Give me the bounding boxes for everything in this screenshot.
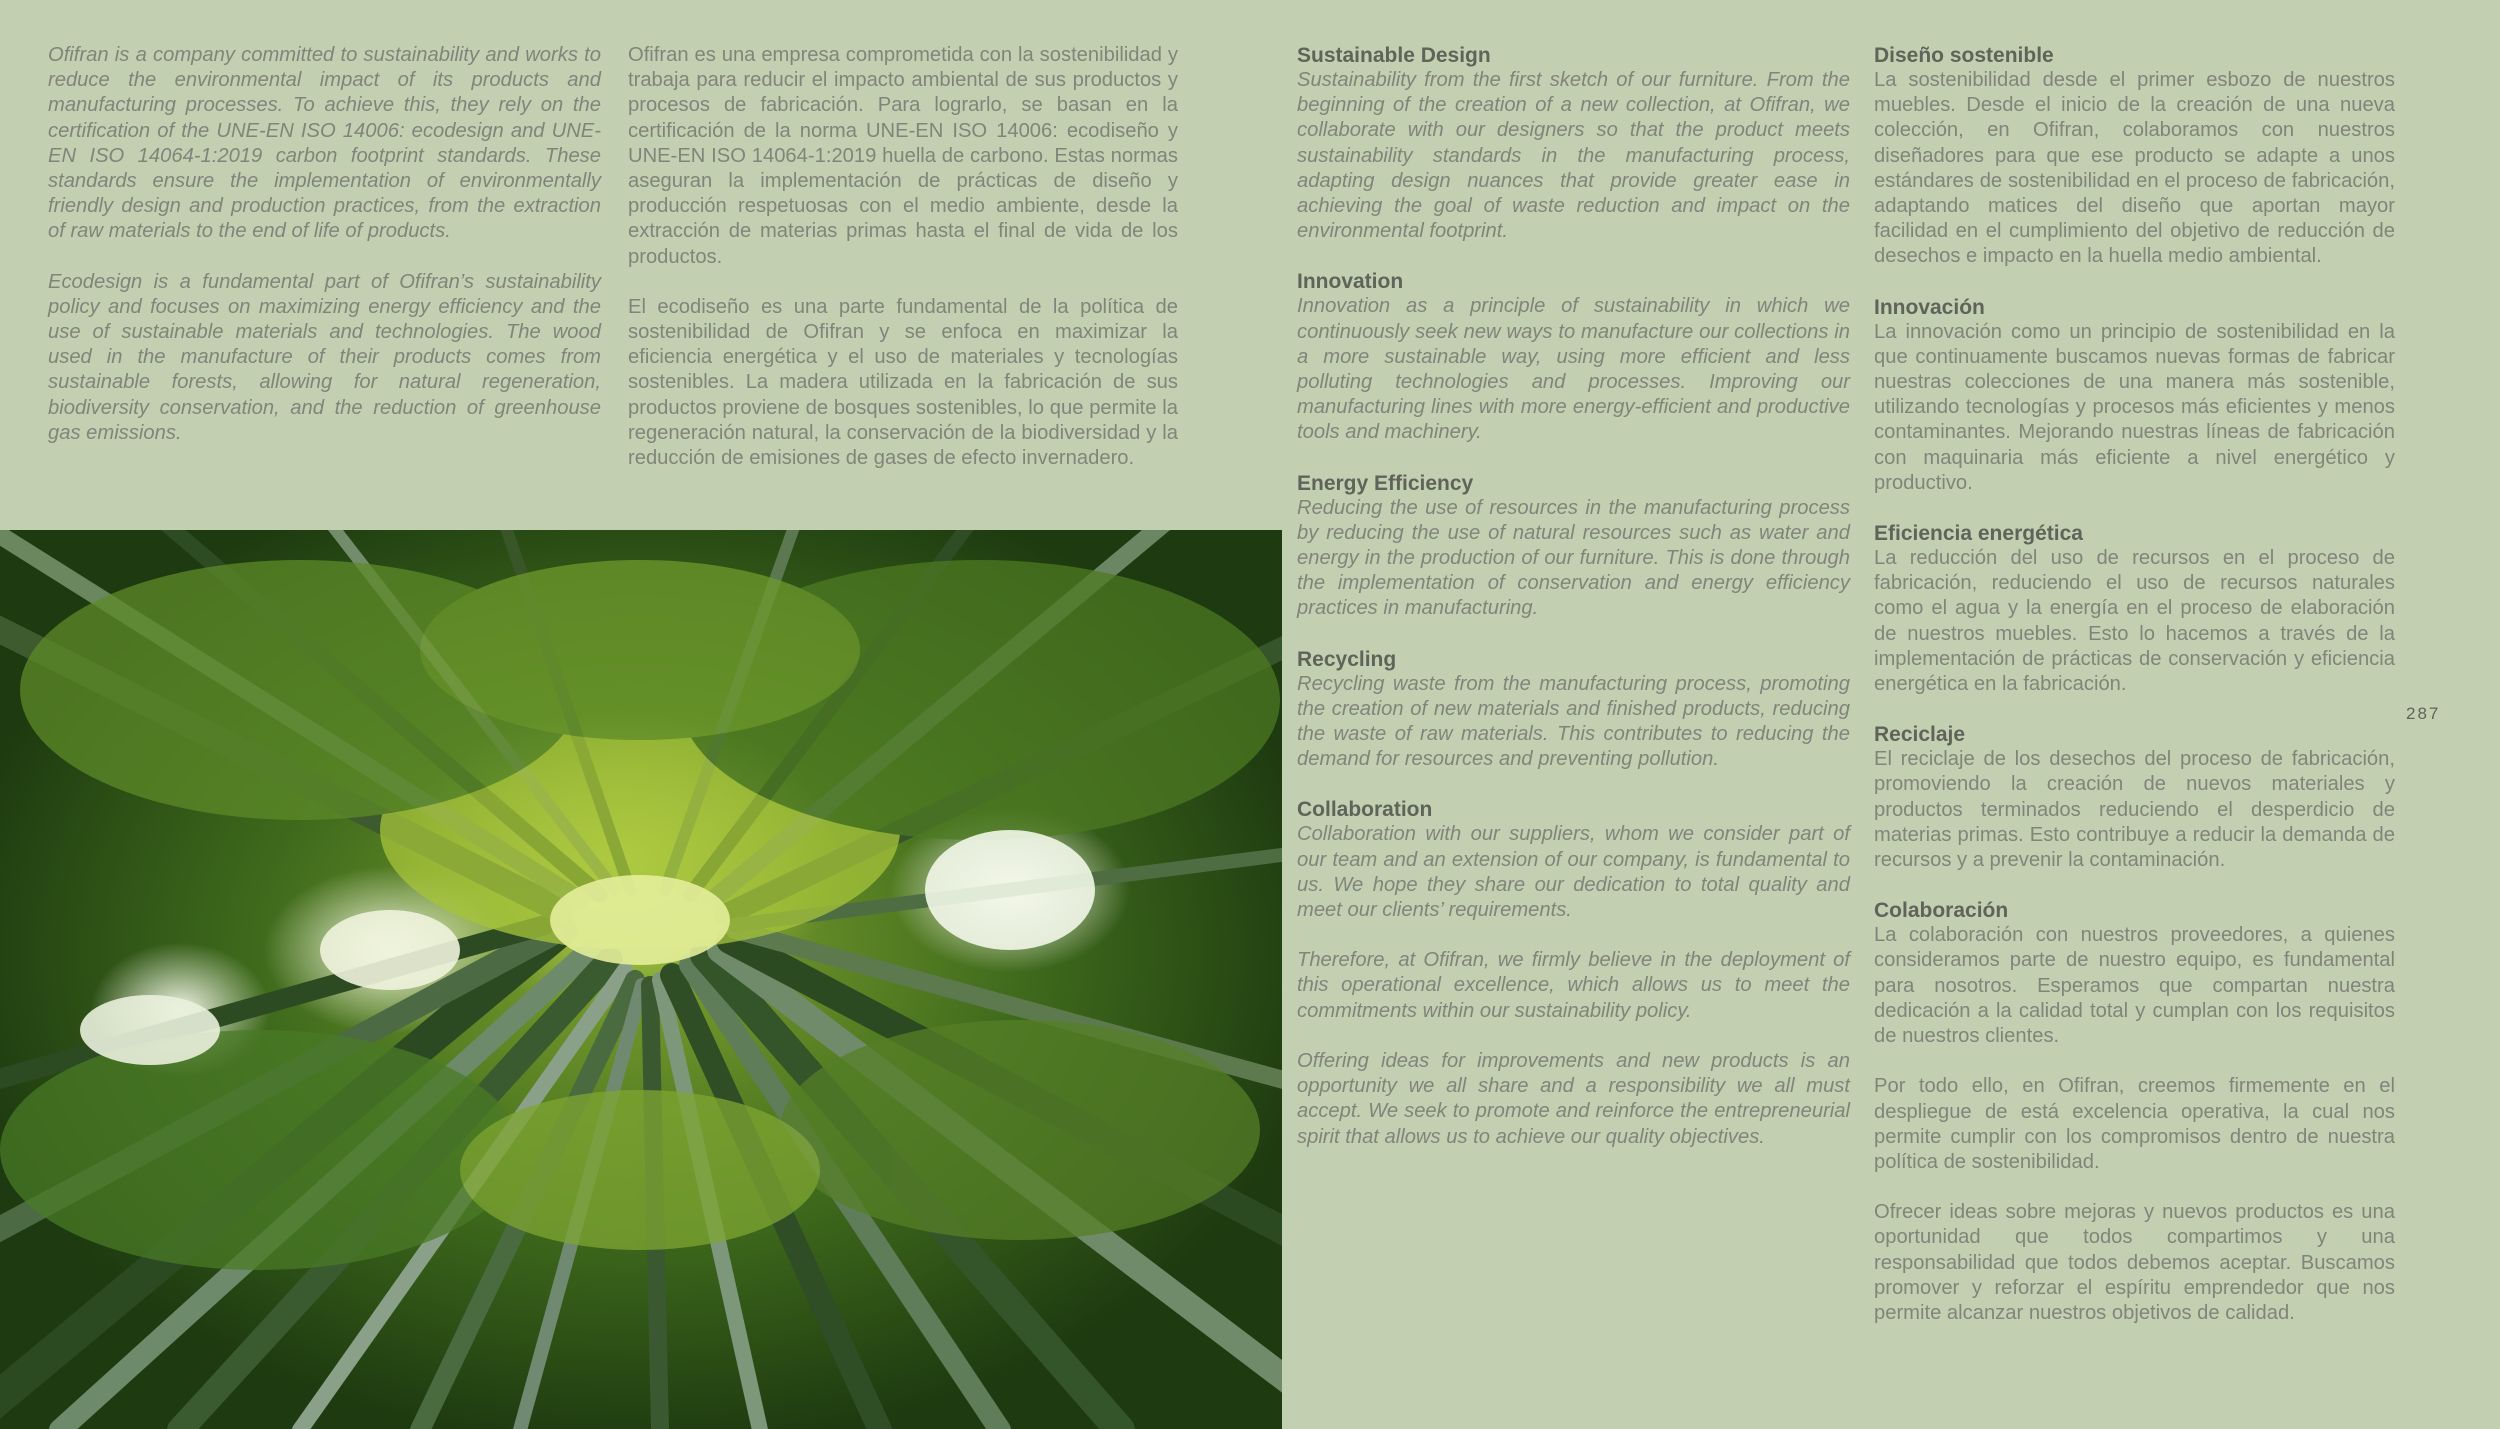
intro-paragraph-es-2: El ecodiseño es una parte fundamental de la política de sostenibilidad de Ofifran y se enfoca en maximizar la eficiencia energética y el uso de materiales y tecnologías sostenibles. La madera utilizada en la fabricación de sus productos proviene de bosques sostenibles, lo que permite la regeneración natural, la conservación de la biodiversidad y la reducción de emisiones de gases de efecto invernadero. xyxy=(628,295,1178,470)
section-title: Eficiencia energética xyxy=(1874,522,2083,546)
section-body: La innovación como un principio de sostenibilidad en la que continuamente buscamos nuevas formas de fabricar nuestras colecciones de una manera más sostenible, utilizando tecnologías y procesos más eficientes y menos contaminantes. Mejorando nuestras líneas de fabricación con maquinaria más eficiente a nivel energético y productivo. xyxy=(1874,320,2395,494)
section-body: Recycling waste from the manufacturing process, promoting the creation of new materials and finished products, reducing the waste of raw materials. This contributes to reducing the demand for resources and preventing pollution. xyxy=(1297,672,1850,771)
section-diseno-sostenible xyxy=(1874,43,2395,270)
intro-paragraph-es-1: Ofifran es una empresa comprometida con la sostenibilidad y trabaja para reducir el impacto ambiental de sus productos y procesos de fabricación. Para lograrlo, se basan en la certificación de la norma UNE-EN ISO 14006: ecodiseño y UNE-EN ISO 14064-1:2019 huella de carbono. Estas normas aseguran la implementación de prácticas de diseño y producción respetuosas con el medio ambiente, desde la extracción de materias primas hasta el final de vida de los productos. xyxy=(628,44,1178,268)
section-energy-efficiency xyxy=(1297,471,1850,622)
section-title: Recycling xyxy=(1297,647,1397,671)
section-body: La sostenibilidad desde el primer esbozo de nuestros muebles. Desde el inicio de la creación de una nueva colección, en Ofifran, colaboramos con nuestros diseñadores para que ese producto se adapte a unos estándares de sostenibilidad en el proceso de fabricación, adaptando matices del diseño que aportan mayor facilidad en el cumplimiento del objetivo de reducción de desechos e impacto en la huella medio ambiental. xyxy=(1874,69,2395,268)
section-title: Colaboración xyxy=(1874,899,2009,923)
closing-paragraph: Por todo ello, en Ofifran, creemos firmemente en el despliegue de está excelencia operativa, la cual nos permite cumplir con los compromisos dentro de nuestra política de sostenibilidad. xyxy=(1874,1075,2395,1173)
section-reciclaje xyxy=(1874,722,2395,873)
section-eficiencia-energetica xyxy=(1874,521,2395,697)
section-body: Reducing the use of resources in the manufacturing process by reducing the use of natural resources such as water and energy in the production of our furniture. This is done through the implementation of conservation and energy efficiency practices in manufacturing. xyxy=(1297,496,1850,620)
section-body: Innovation as a principle of sustainability in which we continuously seek new ways to manufacture our collections in a more sustainable way, using more efficient and less polluting technologies and processes. Improving our manufacturing lines with more energy-efficient and productive tools and machinery. xyxy=(1297,295,1850,444)
bamboo-stalks-illustration xyxy=(0,530,1282,1429)
page-number: 287 xyxy=(2406,704,2441,723)
intro-column-spanish xyxy=(628,43,1178,471)
section-body: Sustainability from the first sketch of our furniture. From the beginning of the creation of a new collection, at Ofifran, we collaborate with our designers so that the product meets sustainability standards in the manufacturing process, adapting design nuances that provide greater ease in achieving the goal of waste reduction and impact on the environmental footprint. xyxy=(1297,69,1850,243)
intro-column-english xyxy=(48,43,601,446)
section-title: Collaboration xyxy=(1297,798,1433,822)
section-title: Reciclaje xyxy=(1874,723,1966,747)
section-body: La reducción del uso de recursos en el proceso de fabricación, reduciendo el uso de recursos naturales como el agua y la energía en el proceso de elaboración de nuestros muebles. Esto lo hacemos a través de la implementación de prácticas de conservación y eficiencia energética en la fabricación. xyxy=(1874,547,2395,696)
section-title: Sustainable Design xyxy=(1297,44,1491,67)
section-title: Energy Efficiency xyxy=(1297,471,1474,495)
closing-paragraphs xyxy=(1297,948,1850,1149)
section-title: Innovation xyxy=(1297,270,1404,294)
section-colaboracion xyxy=(1874,898,2395,1049)
closing-paragraphs xyxy=(1874,1074,2395,1326)
sections-column-spanish xyxy=(1874,43,2395,1326)
section-body: El reciclaje de los desechos del proceso de fabricación, promoviendo la creación de nuevos materiales y productos terminados reduciendo el desperdicio de materias primas. Esto contribuye a reducir la demanda de recursos y a prevenir la contaminación. xyxy=(1874,748,2395,872)
section-sustainable-design xyxy=(1297,43,1850,244)
section-title: Innovación xyxy=(1874,295,1985,319)
intro-paragraph-en-2: Ecodesign is a fundamental part of Ofifran’s sustainability policy and focuses on maximizing energy efficiency and the use of sustainable materials and technologies. The wood used in the manufacture of their products comes from sustainable forests, allowing for natural regeneration, biodiversity conservation, and the reduction of greenhouse gas emissions. xyxy=(48,270,601,444)
closing-paragraph: Therefore, at Ofifran, we firmly believe in the deployment of this operational excellence, which allows us to meet the commitments within our sustainability policy. xyxy=(1297,949,1850,1022)
intro-paragraph-en-1: Ofifran is a company committed to sustainability and works to reduce the environmental impact of its products and manufacturing processes. To achieve this, they rely on the certification of the UNE-EN ISO 14006: ecodesign and UNE-EN ISO 14064-1:2019 carbon footprint standards. These standards ensure the implementation of environmentally friendly design and production practices, from the extraction of raw materials to the end of life of products. xyxy=(48,44,601,243)
section-innovation xyxy=(1297,269,1850,445)
bamboo-forest-photo xyxy=(0,530,1282,1429)
section-title: Diseño sostenible xyxy=(1874,44,2054,67)
section-body: Collaboration with our suppliers, whom we consider part of our team and an extension of our company, is fundamental to us. We hope they share our dedication to total quality and meet our clients’ requirements. xyxy=(1297,823,1850,922)
closing-paragraph: Ofrecer ideas sobre mejoras y nuevos productos es una oportunidad que todos compartimos y una responsabilidad que todos debemos aceptar. Buscamos promover y reforzar el espíritu emprendedor que nos permite alcanzar nuestros objetivos de calidad. xyxy=(1874,1201,2395,1324)
section-innovacion xyxy=(1874,295,2395,496)
section-recycling xyxy=(1297,647,1850,773)
section-body: La colaboración con nuestros proveedores, a quienes consideramos parte de nuestro equipo, es fundamental para nosotros. Esperamos que compartan nuestra dedicación a la calidad total y cumplan con los requisitos de nuestros clientes. xyxy=(1874,924,2395,1048)
section-collaboration xyxy=(1297,797,1850,923)
sections-column-english xyxy=(1297,43,1850,1150)
closing-paragraph: Offering ideas for improvements and new products is an opportunity we all share and a responsibility we all must accept. We seek to promote and reinforce the entrepreneurial spirit that allows us to achieve our quality objectives. xyxy=(1297,1049,1850,1148)
